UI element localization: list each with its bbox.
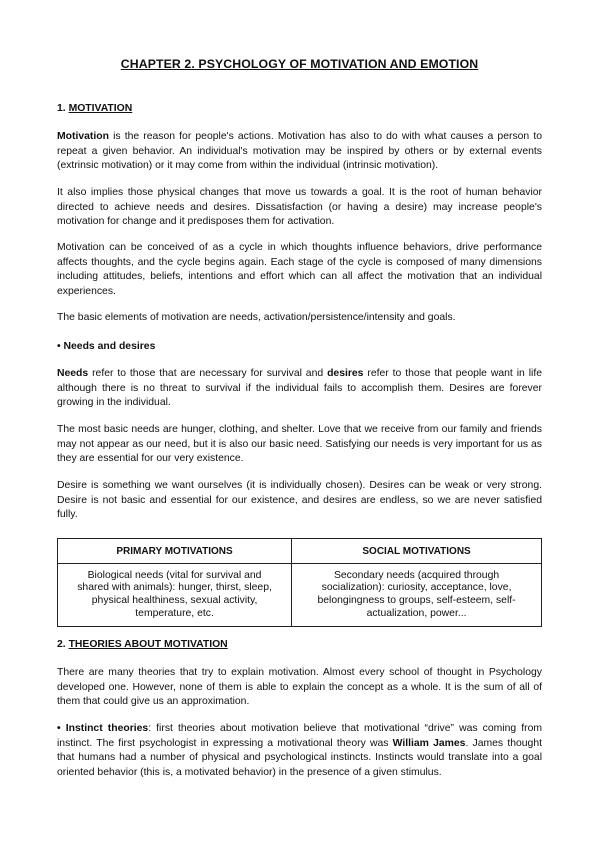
paragraph-text: refer to those that people want in life although there is no threat to survival if the individual fails to accomplish them. Desires are forever growing in the individual.	[57, 368, 542, 409]
name-william-james: William James	[392, 737, 466, 749]
table-cell-primary: Biological needs (vital for survival and shared with animals): hunger, thirst, sleep, physical healthiness, sexual activity, temperature, etc.	[58, 564, 292, 627]
section-title: THEORIES ABOUT MOTIVATION	[68, 639, 228, 650]
paragraph-basic-needs: The most basic needs are hunger, clothing, and shelter. Love that we receive from our family and friends may not appear as our need, but it is also our basic need. Satisfying our needs is very important for us as they are essential for our very existence.	[57, 424, 542, 465]
section-number: 2.	[57, 639, 69, 650]
paragraph-text: : first theories about motivation believe that motivational “drive” was coming from instinct. The first psychologist in expressing a motivational theory was	[57, 723, 542, 749]
paragraph-desire: Desire is something we want ourselves (it is individually chosen). Desires can be weak or very strong. Desire is not basic and essential for our existence, and desires are endless, so we are never satisfied fully.	[57, 480, 542, 521]
section-title: MOTIVATION	[68, 103, 133, 114]
term-motivation: Motivation	[57, 131, 109, 142]
motivations-table	[57, 538, 542, 627]
section-number: 1.	[57, 103, 69, 114]
paragraph-motivation-definition	[57, 130, 542, 174]
table-header-row	[58, 539, 542, 564]
subheading-needs-desires: • Needs and desires	[57, 341, 156, 352]
paragraph-theories-intro: There are many theories that try to explain motivation. Almost every school of thought in Psychology developed one. However, none of them is able to explain the concept as a whole. It is the sum of all of them that could give us an approximation.	[57, 667, 542, 708]
paragraph-instinct-theories	[57, 722, 542, 780]
paragraph-text: . James thought that humans had a number of physical and psychological instincts. Instincts would translate into a goal oriented behavior (this is, a motivated behavior) in the presence of a given stimulus.	[57, 737, 542, 778]
paragraph-basic-elements: The basic elements of motivation are needs, activation/persistence/intensity and goals.	[57, 312, 456, 323]
table-row	[58, 564, 542, 627]
paragraph-needs-definition	[57, 367, 542, 411]
table-header-social: SOCIAL MOTIVATIONS	[292, 539, 542, 564]
paragraph-text: refer to those that are necessary for survival and	[88, 368, 328, 379]
paragraph-text: is the reason for people's actions. Motivation has also to do with what causes a person to repeat a given behavior. An individual's motivation may be inspired by others or by external events (extrinsic motivation) or it may come from within the individual (intrinsic motivation).	[57, 131, 542, 172]
table-cell-social: Secondary needs (acquired through socialization): curiosity, acceptance, love, belongingness to groups, self-esteem, self-actualization, power...	[292, 564, 542, 627]
term-desires: desires	[327, 368, 364, 379]
chapter-title: CHAPTER 2. PSYCHOLOGY OF MOTIVATION AND EMOTION	[120, 57, 479, 71]
section-heading-motivation	[57, 103, 132, 114]
paragraph-physical-changes: It also implies those physical changes that move us towards a goal. It is the root of human behavior directed to achieve needs and desires. Dissatisfaction (or having a desire) may increase people's motivation for change and it predisposes them for activation.	[57, 187, 542, 228]
section-heading-theories	[57, 639, 228, 650]
table-header-primary: PRIMARY MOTIVATIONS	[58, 539, 292, 564]
paragraph-motivation-cycle: Motivation can be conceived of as a cycle in which thoughts influence behaviors, drive performance affects thoughts, and the cycle begins again. Each stage of the cycle is composed of many dimensions including attitudes, beliefs, intentions and effort which can all affect the motivation that an individual experiences.	[57, 242, 542, 297]
bullet-instinct-theories: • Instinct theories	[57, 723, 149, 734]
term-needs: Needs	[57, 368, 89, 379]
